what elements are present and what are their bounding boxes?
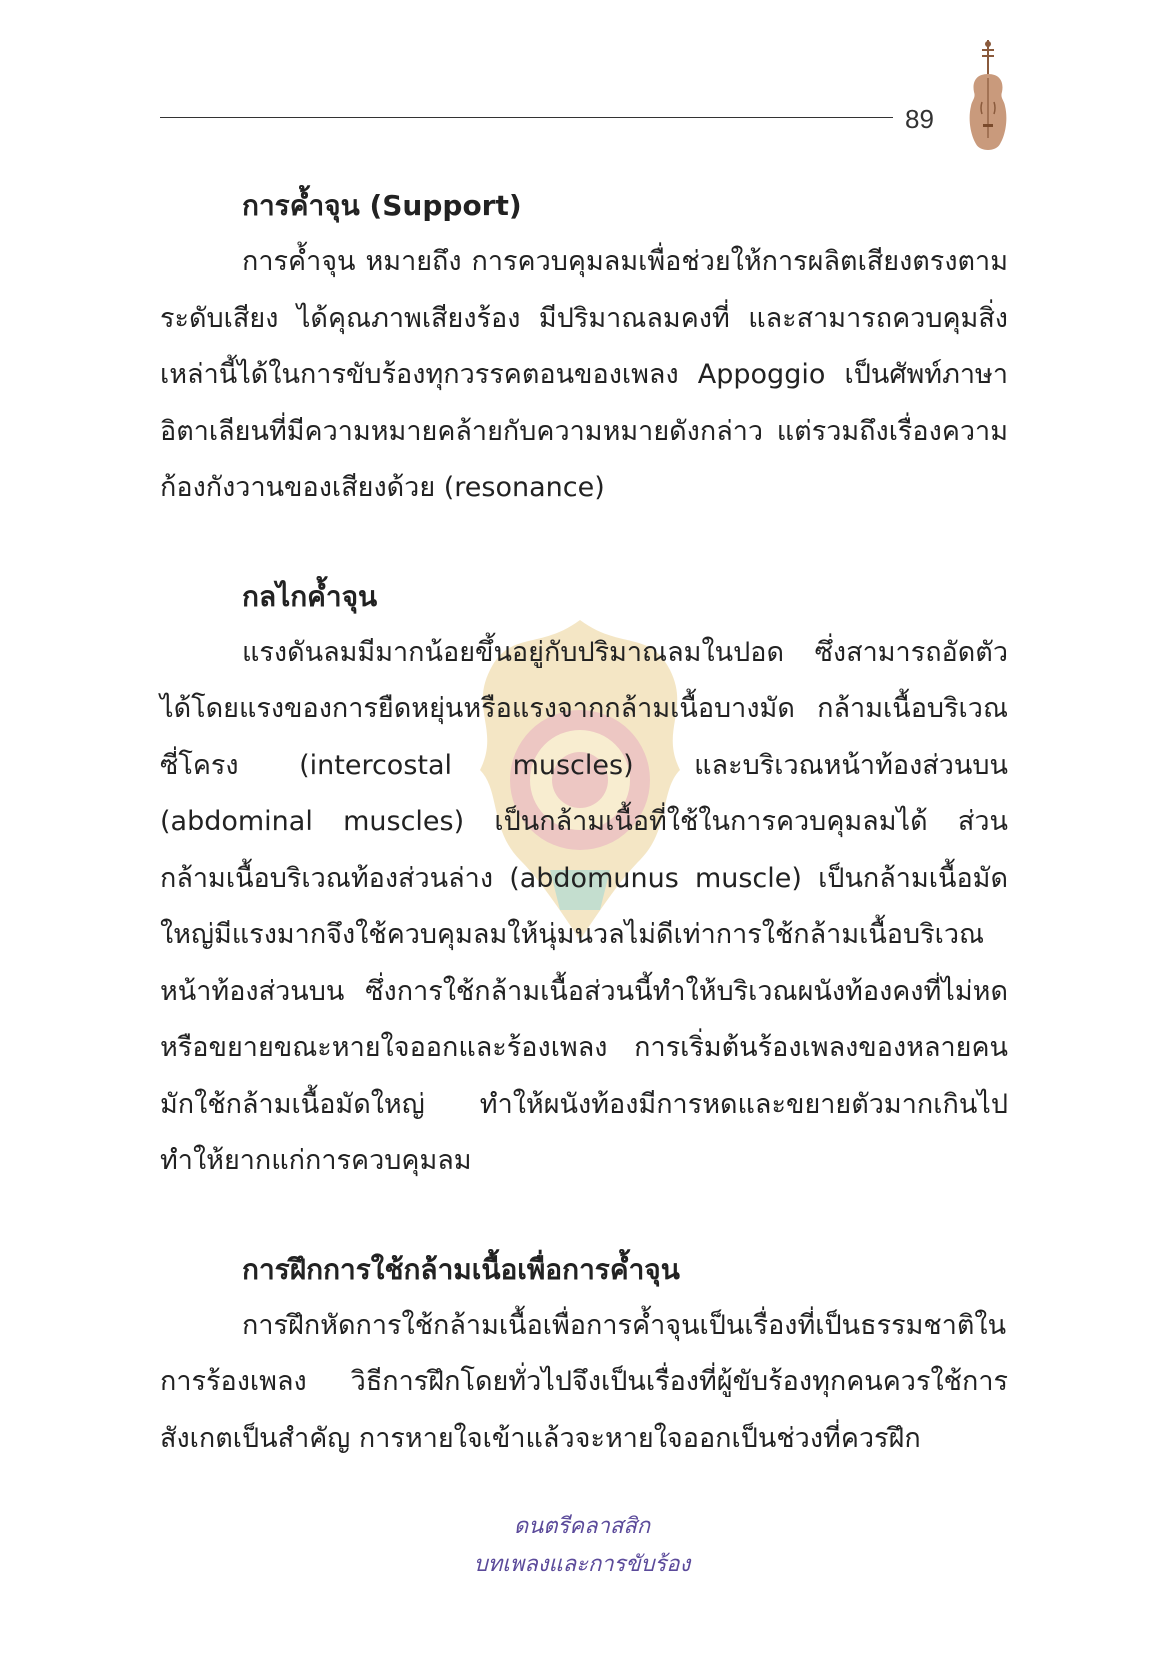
section-heading-training: การฝึกการใช้กล้ามเนื้อเพื่อการค้ำจุน [242, 1252, 680, 1286]
header-rule [160, 117, 893, 118]
paragraph-mechanism: แรงดันลมมีมากน้อยขึ้นอยู่กับปริมาณลมในปอด ซึ่งสามารถอัดตัวได้โดยแรงของการยืดหยุ่นหรือแรงจากกล้ามเนื้อบางมัด กล้ามเนื้อบริเวณซี่โครง (intercostal muscles) และบริเวณหน้าท้องส่วนบน (abdominal muscles) เป็นกล้ามเนื้อที่ใช้ในการควบคุมลมได้ ส่วนกล้ามเนื้อบริเวณท้องส่วนล่าง (abdomunus muscle) เป็นกล้ามเนื้อมัดใหญ่มีแรงมากจึงใช้ควบคุมลมให้นุ่มนวลไม่ดีเท่าการใช้กล้ามเนื้อบริเวณหน้าท้องส่วนบน ซึ่งการใช้กล้ามเนื้อส่วนนี้ทำให้บริเวณผนังท้องคงที่ไม่หดหรือขยายขณะหายใจออกและร้องเพลง การเริ่มต้นร้องเพลงของหลายคนมักใช้กล้ามเนื้อมัดใหญ่ ทำให้ผนังท้องมีการหดและขยายตัวมากเกินไปทำให้ยากแก่การควบคุมลม [160, 636, 1008, 1176]
section-heading-support: การค้ำจุน (Support) [242, 189, 522, 222]
section-spacer [160, 1190, 1008, 1242]
violin-icon [962, 38, 1014, 160]
paragraph-training: การฝึกหัดการใช้กล้ามเนื้อเพื่อการค้ำจุนเป็นเรื่องที่เป็นธรรมชาติในการร้องเพลง วิธีการฝึกโดยทั่วไปจึงเป็นเรื่องที่ผู้ขับร้องทุกคนควรใช้การสังเกตเป็นสำคัญ การหายใจเข้าแล้วจะหายใจออกเป็นช่วงที่ควรฝึก [160, 1309, 1008, 1454]
page-number: 89 [905, 104, 934, 134]
footer-book-title: ดนตรีคลาสสิก [513, 1514, 651, 1539]
paragraph-support: การค้ำจุน หมายถึง การควบคุมลมเพื่อช่วยให้การผลิตเสียงตรงตามระดับเสียง ได้คุณภาพเสียงร้อง มีปริมาณลมคงที่ และสามารถควบคุมสิ่งเหล่านี้ได้ในการขับร้องทุกวรรคตอนของเพลง Appoggio เป็นศัพท์ภาษาอิตาเลียนที่มีความหมายคล้ายกับความหมายดังกล่าว แต่รวมถึงเรื่องความก้องกังวานของเสียงด้วย (resonance) [160, 246, 1008, 503]
footer-book-subtitle: บทเพลงและการขับร้อง [473, 1552, 691, 1577]
page-content [160, 178, 1008, 1467]
section-spacer [160, 517, 1008, 569]
section-heading-mechanism: กลไกค้ำจุน [242, 579, 378, 613]
